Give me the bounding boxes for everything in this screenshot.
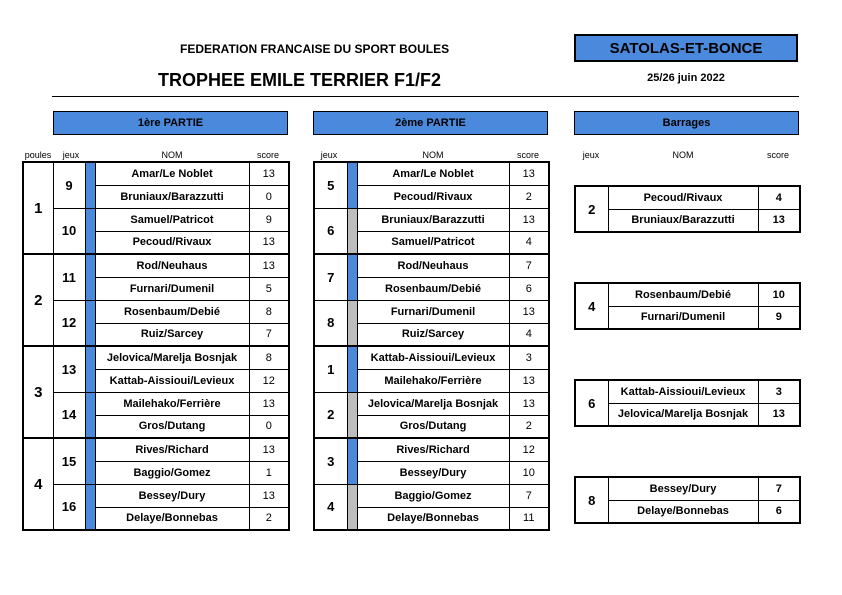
- jeu-number: 12: [53, 300, 85, 346]
- barrage-table: [574, 476, 801, 524]
- page-title: TROPHEE EMILE TERRIER F1/F2: [158, 70, 442, 90]
- table-row: [575, 283, 800, 306]
- team-name: Amar/Le Noblet: [95, 162, 249, 185]
- team-name: Furnari/Dumenil: [95, 277, 249, 300]
- team-score: 13: [249, 484, 289, 507]
- table-row: [23, 346, 289, 369]
- col-header-nom: NOM: [161, 150, 183, 160]
- jeu-number: 7: [314, 254, 347, 300]
- team-score: 10: [758, 283, 800, 306]
- game-marker: [85, 254, 95, 300]
- table-row: [23, 438, 289, 461]
- team-score: 12: [249, 369, 289, 392]
- section-barrages: Barrages: [574, 111, 799, 135]
- team-score: 13: [758, 209, 800, 232]
- table-row: [314, 208, 549, 231]
- team-name: Mailehako/Ferrière: [357, 369, 509, 392]
- table-row: [314, 254, 549, 277]
- team-name: Kattab-Aissioui/Levieux: [357, 346, 509, 369]
- team-name: Ruiz/Sarcey: [95, 323, 249, 346]
- team-score: 6: [509, 277, 549, 300]
- col-header-jeux: jeux: [62, 150, 80, 160]
- team-name: Mailehako/Ferrière: [95, 392, 249, 415]
- jeu-number: 13: [53, 346, 85, 392]
- team-score: 0: [249, 185, 289, 208]
- team-name: Bruniaux/Barazzutti: [95, 185, 249, 208]
- game-marker: [347, 208, 357, 254]
- team-score: 13: [249, 231, 289, 254]
- jeu-number: 1: [314, 346, 347, 392]
- table-row: [23, 484, 289, 507]
- team-score: 6: [758, 500, 800, 523]
- team-name: Samuel/Patricot: [357, 231, 509, 254]
- team-name: Rosenbaum/Debié: [95, 300, 249, 323]
- team-name: Rives/Richard: [95, 438, 249, 461]
- team-name: Rosenbaum/Debié: [608, 283, 758, 306]
- team-name: Kattab-Aissioui/Levieux: [95, 369, 249, 392]
- table-row: [23, 254, 289, 277]
- team-score: 13: [758, 403, 800, 426]
- game-marker: [347, 300, 357, 346]
- location-banner: SATOLAS-ET-BONCE: [574, 34, 798, 62]
- team-name: Kattab-Aissioui/Levieux: [608, 380, 758, 403]
- team-score: 11: [509, 507, 549, 530]
- team-score: 7: [509, 484, 549, 507]
- team-name: Gros/Dutang: [357, 415, 509, 438]
- team-score: 12: [509, 438, 549, 461]
- team-score: 13: [509, 392, 549, 415]
- game-marker: [85, 162, 95, 208]
- jeu-number: 4: [314, 484, 347, 530]
- jeu-number: 2: [314, 392, 347, 438]
- game-marker: [347, 162, 357, 208]
- game-marker: [347, 392, 357, 438]
- table-row: [575, 477, 800, 500]
- team-score: 4: [509, 323, 549, 346]
- barrage-table: [574, 185, 801, 233]
- team-score: 3: [758, 380, 800, 403]
- team-name: Rod/Neuhaus: [357, 254, 509, 277]
- team-score: 13: [509, 162, 549, 185]
- team-score: 2: [249, 507, 289, 530]
- table-row: [314, 392, 549, 415]
- team-score: 9: [249, 208, 289, 231]
- game-marker: [85, 300, 95, 346]
- federation-name: FEDERATION FRANCAISE DU SPORT BOULES: [180, 42, 450, 56]
- team-score: 10: [509, 461, 549, 484]
- team-name: Ruiz/Sarcey: [357, 323, 509, 346]
- team-name: Pecoud/Rivaux: [357, 185, 509, 208]
- table-row: [23, 208, 289, 231]
- col-header-score: score: [766, 150, 789, 160]
- section-partie1: 1ère PARTIE: [53, 111, 288, 135]
- team-name: Samuel/Patricot: [95, 208, 249, 231]
- barrage-table: [574, 379, 801, 427]
- col-header-score: score: [256, 150, 279, 160]
- jeu-number: 6: [575, 380, 608, 426]
- team-name: Delaye/Bonnebas: [95, 507, 249, 530]
- team-score: 13: [249, 162, 289, 185]
- table-row: [314, 300, 549, 323]
- team-name: Jelovica/Marelja Bosnjak: [608, 403, 758, 426]
- team-name: Delaye/Bonnebas: [357, 507, 509, 530]
- jeu-number: 9: [53, 162, 85, 208]
- table-row: [314, 346, 549, 369]
- jeu-number: 15: [53, 438, 85, 484]
- team-score: 13: [249, 254, 289, 277]
- team-score: 1: [249, 461, 289, 484]
- team-name: Furnari/Dumenil: [608, 306, 758, 329]
- team-score: 8: [249, 300, 289, 323]
- team-name: Rives/Richard: [357, 438, 509, 461]
- table-row: [314, 162, 549, 185]
- jeu-number: 8: [314, 300, 347, 346]
- team-score: 4: [509, 231, 549, 254]
- team-name: Jelovica/Marelja Bosnjak: [95, 346, 249, 369]
- jeu-number: 8: [575, 477, 608, 523]
- team-name: Bessey/Dury: [608, 477, 758, 500]
- barrage-table: [574, 282, 801, 330]
- table-row: [23, 392, 289, 415]
- jeu-number: 10: [53, 208, 85, 254]
- poule-number: 3: [23, 346, 53, 438]
- poule-number: 2: [23, 254, 53, 346]
- col-header-jeux: jeux: [320, 150, 338, 160]
- team-name: Gros/Dutang: [95, 415, 249, 438]
- team-score: 7: [249, 323, 289, 346]
- team-name: Amar/Le Noblet: [357, 162, 509, 185]
- team-score: 7: [509, 254, 549, 277]
- team-score: 9: [758, 306, 800, 329]
- table-row: [575, 500, 800, 523]
- event-date: 25/26 juin 2022: [647, 72, 725, 84]
- partie2-table: [313, 161, 550, 531]
- team-name: Pecoud/Rivaux: [95, 231, 249, 254]
- team-score: 13: [509, 369, 549, 392]
- game-marker: [85, 438, 95, 484]
- team-name: Bessey/Dury: [357, 461, 509, 484]
- col-header-score: score: [516, 150, 539, 160]
- section-partie2: 2ème PARTIE: [313, 111, 548, 135]
- team-score: 4: [758, 186, 800, 209]
- team-name: Rosenbaum/Debié: [357, 277, 509, 300]
- game-marker: [85, 484, 95, 530]
- game-marker: [347, 438, 357, 484]
- team-name: Delaye/Bonnebas: [608, 500, 758, 523]
- team-name: Baggio/Gomez: [95, 461, 249, 484]
- team-score: 7: [758, 477, 800, 500]
- team-score: 13: [249, 438, 289, 461]
- jeu-number: 6: [314, 208, 347, 254]
- team-name: Bruniaux/Barazzutti: [608, 209, 758, 232]
- col-header-jeux: jeux: [582, 150, 600, 160]
- col-header-poules: poules: [24, 150, 52, 160]
- table-row: [575, 209, 800, 232]
- table-row: [314, 438, 549, 461]
- team-score: 0: [249, 415, 289, 438]
- table-row: [575, 306, 800, 329]
- table-row: [575, 186, 800, 209]
- table-row: [314, 484, 549, 507]
- table-row: [23, 162, 289, 185]
- table-row: [575, 403, 800, 426]
- team-name: Pecoud/Rivaux: [608, 186, 758, 209]
- header-divider: [52, 96, 799, 97]
- jeu-number: 2: [575, 186, 608, 232]
- team-name: Baggio/Gomez: [357, 484, 509, 507]
- table-row: [23, 300, 289, 323]
- team-name: Bruniaux/Barazzutti: [357, 208, 509, 231]
- jeu-number: 4: [575, 283, 608, 329]
- col-header-nom: NOM: [422, 150, 444, 160]
- col-header-nom: NOM: [672, 150, 694, 160]
- table-row: [575, 380, 800, 403]
- poule-number: 4: [23, 438, 53, 530]
- game-marker: [347, 484, 357, 530]
- jeu-number: 16: [53, 484, 85, 530]
- poule-number: 1: [23, 162, 53, 254]
- game-marker: [85, 392, 95, 438]
- game-marker: [347, 346, 357, 392]
- team-score: 8: [249, 346, 289, 369]
- jeu-number: 14: [53, 392, 85, 438]
- team-name: Bessey/Dury: [95, 484, 249, 507]
- game-marker: [85, 208, 95, 254]
- jeu-number: 5: [314, 162, 347, 208]
- team-score: 2: [509, 415, 549, 438]
- team-name: Rod/Neuhaus: [95, 254, 249, 277]
- team-score: 3: [509, 346, 549, 369]
- game-marker: [347, 254, 357, 300]
- team-score: 5: [249, 277, 289, 300]
- jeu-number: 11: [53, 254, 85, 300]
- team-name: Furnari/Dumenil: [357, 300, 509, 323]
- jeu-number: 3: [314, 438, 347, 484]
- team-score: 2: [509, 185, 549, 208]
- team-score: 13: [509, 208, 549, 231]
- team-name: Jelovica/Marelja Bosnjak: [357, 392, 509, 415]
- team-score: 13: [509, 300, 549, 323]
- game-marker: [85, 346, 95, 392]
- team-score: 13: [249, 392, 289, 415]
- partie1-table: [22, 161, 290, 531]
